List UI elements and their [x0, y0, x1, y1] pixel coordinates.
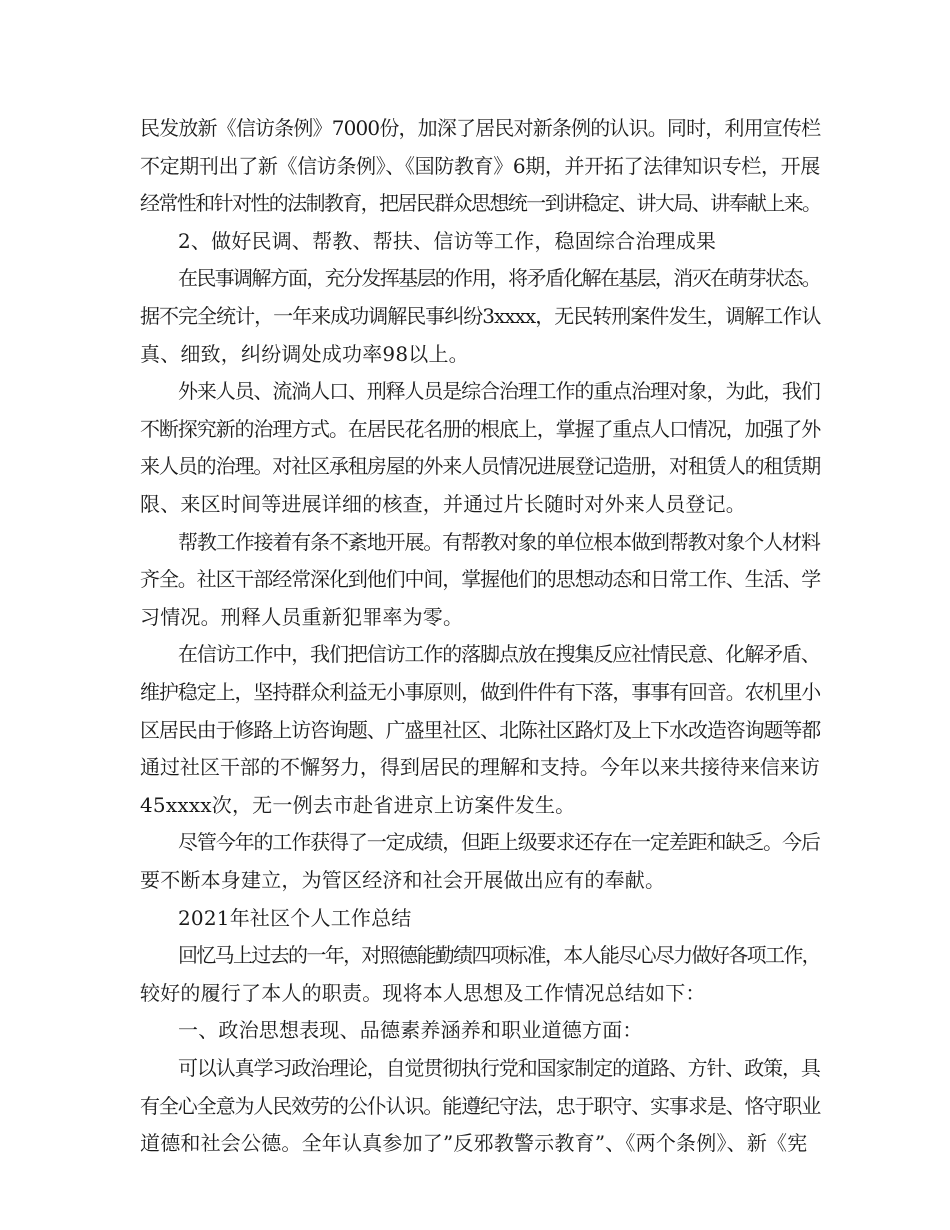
- text-line: 来人员的治理。对社区承租房屋的外来人员情况进展登记造册，对租赁人的租赁期: [140, 454, 821, 478]
- text-line: 习情况。刑释人员重新犯罪率为零。: [140, 605, 464, 629]
- text-line: 2021年社区个人工作总结: [178, 906, 412, 930]
- text-line: 帮教工作接着有条不紊地开展。有帮教对象的单位根本做到帮教对象个人材料: [178, 530, 820, 554]
- text-line: 维护稳定上，坚持群众利益无小事原则，做到件件有下落，事事有回音。农机里小: [140, 680, 821, 704]
- text-line: 齐全。社区干部经常深化到他们中间，掌握他们的思想动态和日常工作、生活、学: [140, 567, 821, 591]
- text-line: 不定期刊出了新《信访条例》、《国防教育》6期，并开拓了法律知识专栏，开展: [140, 154, 820, 178]
- text-line: 民发放新《信访条例》7000份，加深了居民对新条例的认识。同时，利用宣传栏: [140, 116, 821, 140]
- text-line: 限、来区时间等进展详细的核查，并通过片长随时对外来人员登记。: [140, 492, 746, 516]
- text-line: 经常性和针对性的法制教育，把居民群众思想统一到讲稳定、讲大局、讲奉献上来。: [140, 191, 821, 215]
- text-line: 道德和社会公德。全年认真参加了”反邪教警示教育”、《两个条例》、新《宪: [140, 1131, 808, 1155]
- text-line: 通过社区干部的不懈努力，得到居民的理解和支持。今年以来共接待来信来访: [140, 755, 820, 779]
- text-line: 回忆马上过去的一年，对照德能勤绩四项标准，本人能尽心尽力做好各项工作，: [178, 943, 820, 967]
- text-line: 据不完全统计，一年来成功调解民事纠纷3xxxx，无民转刑案件发生，调解工作认: [140, 304, 821, 328]
- text-line: 不断探究新的治理方式。在居民花名册的根底上，掌握了重点人口情况，加强了外: [140, 417, 821, 441]
- text-line: 真、细致，纠纷调处成功率98以上。: [140, 342, 469, 366]
- text-line: 有全心全意为人民效劳的公仆认识。能遵纪守法，忠于职守、实事求是、恪守职业: [140, 1094, 821, 1118]
- text-line: 要不断本身建立，为管区经济和社会开展做出应有的奉献。: [140, 868, 666, 892]
- text-line: 尽管今年的工作获得了一定成绩，但距上级要求还存在一定差距和缺乏。今后: [178, 830, 820, 854]
- text-line: 外来人员、流淌人口、刑释人员是综合治理工作的重点治理对象，为此，我们: [178, 379, 820, 403]
- text-line: 在信访工作中，我们把信访工作的落脚点放在搜集反应社情民意、化解矛盾、: [178, 642, 820, 666]
- text-line: 45xxxx次，无一例去市赴省进京上访案件发生。: [140, 793, 576, 817]
- text-line: 区居民由于修路上访咨询题、广盛里社区、北陈社区路灯及上下水改造咨询题等都: [140, 718, 821, 742]
- text-line: 可以认真学习政治理论，自觉贯彻执行党和国家制定的道路、方针、政策，具: [178, 1056, 820, 1080]
- text-line: 2、做好民调、帮教、帮扶、信访等工作，稳固综合治理成果: [178, 229, 717, 253]
- text-line: 较好的履行了本人的职责。现将本人思想及工作情况总结如下：: [140, 981, 706, 1005]
- text-line: 一、政治思想表现、品德素养涵养和职业道德方面：: [178, 1018, 643, 1042]
- text-line: 在民事调解方面，充分发挥基层的作用，将矛盾化解在基层，消灭在萌芽状态。: [178, 266, 820, 290]
